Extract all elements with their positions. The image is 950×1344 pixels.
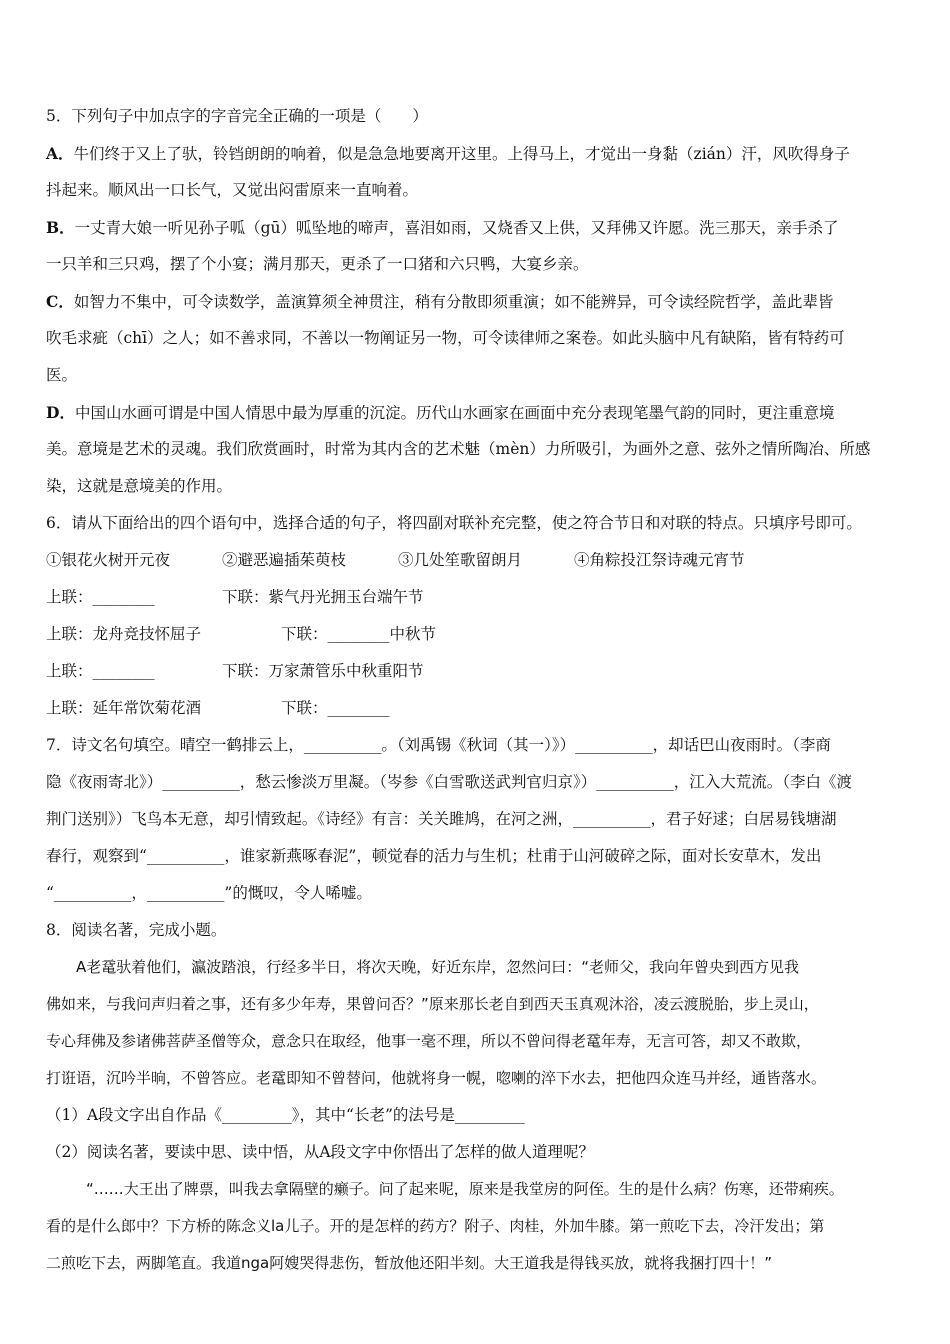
passage-a-line-1: A老鼋驮着他们，瀛波踏浪，行经多半日，将次天晚，好近东岸，忽然问曰：“老师父，我向年曾央到西方见我 <box>76 958 800 976</box>
couplet-1 <box>46 579 914 616</box>
passage-b-line-3: 二煎吃下去，两脚笔直。我道nga阿嫂哭得悲伤，暂放他还阳半刻。大王道我是得钱买放，就将我捆打四十！” <box>46 1254 772 1272</box>
option-b-line-1 <box>46 209 914 246</box>
couplet-2-down: 下联：________中秋节 <box>281 625 437 643</box>
question-7-line-1: 7．诗文名句填空。晴空一鹤排云上，__________。（刘禹锡《秋词（其一）》）__________，却话巴山夜雨时。（李商 <box>46 736 831 754</box>
option-d-line-3: 染，这就是意境美的作用。 <box>46 477 233 495</box>
question-7-line-2: 隐《夜雨寄北》）__________，愁云惨淡万里凝。（岑参《白雪歌送武判官归京》）__________，江入大荒流。（李白《渡 <box>46 773 853 791</box>
option-c-label: C． <box>46 292 74 311</box>
option-d-text-1: 中国山水画可谓是中国人情思中最为厚重的沉淀。历代山水画家在画面中充分表现笔墨气韵的同时，更注重意境 <box>74 404 835 422</box>
option-c-text-1: 如智力不集中，可令读数学，盖演算须全神贯注，稍有分散即须重演；如不能辨异，可令读经院哲学，盖此辈皆 <box>73 293 834 311</box>
couplet-2 <box>46 616 914 653</box>
question-8-sub-2: （2）阅读名著，要读中思、读中悟，从A段文字中你悟出了怎样的做人道理呢？ <box>46 1143 595 1161</box>
option-b-label: B． <box>46 218 75 237</box>
option-a-text-1: 牛们终于又上了驮，铃铛朗朗的响着，似是急急地要离开这里。上得马上，才觉出一身黏（zián）汗，风吹得身子 <box>73 145 850 163</box>
couplet-4-down: 下联：________ <box>281 699 390 717</box>
couplet-2-up: 上联：龙舟竞技怀屈子 <box>46 625 202 643</box>
couplet-3-down: 下联：万家萧管乐中秋重阳节 <box>222 662 424 680</box>
option-a-line-1 <box>46 135 914 172</box>
passage-b-line-1: “……大王出了牌票，叫我去拿隔壁的癞子。问了起来呢，原来是我堂房的阿侄。生的是什么病？伤寒，还带痢疾。 <box>86 1180 844 1198</box>
passage-b-line-2: 看的是什么郎中？下方桥的陈念义la儿子。开的是怎样的药方？附子、肉桂，外加牛膝。第一煎吃下去，冷汗发出；第 <box>46 1217 825 1235</box>
question-5-stem: 5．下列句子中加点字的字音完全正确的一项是（ ） <box>46 107 428 125</box>
option-d-line-2: 美。意境是艺术的灵魂。我们欣赏画时，时常为其内含的艺术魅（mèn）力所吸引，为画外之意、弦外之情所陶冶、所感 <box>46 440 871 458</box>
question-8-stem: 8．阅读名著，完成小题。 <box>46 921 227 939</box>
couplet-4 <box>46 690 914 727</box>
option-c-line-2: 吹毛求疵（chī）之人；如不善求同，不善以一物阐证另一物，可令读律师之案卷。如此头脑中凡有缺陷，皆有特药可 <box>46 329 845 347</box>
choice-2: ②避恶遍插茱萸枝 <box>222 551 347 569</box>
option-b-line-2: 一只羊和三只鸡，摆了个小宴；满月那天，更杀了一口猪和六只鸭，大宴乡亲。 <box>46 255 589 273</box>
choice-1: ①银花火树开元夜 <box>46 551 171 569</box>
choice-3: ③几处笙歌留朗月 <box>398 551 523 569</box>
passage-a-line-2: 佛如来，与我问声归着之事，还有多少年寿，果曾问否？”原来那长老自到西天玉真观沐浴，凌云渡脱胎，步上灵山， <box>46 995 819 1013</box>
option-d-line-1 <box>46 394 914 431</box>
option-a-line-2: 抖起来。顺风出一口长气，又觉出闷雷原来一直响着。 <box>46 181 419 199</box>
couplet-3-up: 上联：________ <box>46 662 155 680</box>
question-8-sub-1: （1）A段文字出自作品《_________》，其中“长老”的法号是_________ <box>46 1106 525 1124</box>
passage-a-line-4: 打诳语，沉吟半晌，不曾答应。老鼋即知不曾替问，他就将身一幌，唿喇的淬下水去，把他四众连马并经，通皆落水。 <box>46 1069 827 1087</box>
question-7-line-4: 春行，观察到“__________，谁家新燕啄春泥”，顿觉春的活力与生机；杜甫于山河破碎之际，面对长安草木，发出 <box>46 847 822 865</box>
option-c-line-3: 医。 <box>46 366 78 384</box>
couplet-3 <box>46 653 914 690</box>
question-6-stem: 6．请从下面给出的四个语句中，选择合适的句子，将四副对联补充完整，使之符合节日和对联的特点。只填序号即可。 <box>46 514 862 532</box>
passage-a-line-3: 专心拜佛及参诸佛菩萨圣僧等众，意念只在取经，他事一毫不理，所以不曾问得老鼋年寿，无言可答，却又不敢欺， <box>46 1032 812 1050</box>
document-page <box>46 98 914 1282</box>
couplet-4-up: 上联：延年常饮菊花酒 <box>46 699 202 717</box>
couplet-1-down: 下联：紫气丹光拥玉台端午节 <box>222 588 424 606</box>
question-7-line-5: “__________，__________”的慨叹，令人唏嘘。 <box>46 884 372 902</box>
option-a-label: A． <box>46 144 74 163</box>
choice-4: ④角粽投江祭诗魂元宵节 <box>574 551 745 569</box>
option-c-line-1 <box>46 283 914 320</box>
option-d-label: D． <box>46 403 75 422</box>
option-b-text-1: 一丈青大娘一听见孙子呱（gū）呱坠地的啼声，喜泪如雨，又烧香又上供，又拜佛又许愿。洗三那天，亲手杀了 <box>74 219 839 237</box>
question-7-line-3: 荆门送别》）飞鸟本无意，却引情致起。《诗经》有言：关关雎鸠，在河之洲，__________，君子好逑；白居易钱塘湖 <box>46 810 837 828</box>
question-6-choices <box>46 542 914 579</box>
couplet-1-up: 上联：________ <box>46 588 155 606</box>
